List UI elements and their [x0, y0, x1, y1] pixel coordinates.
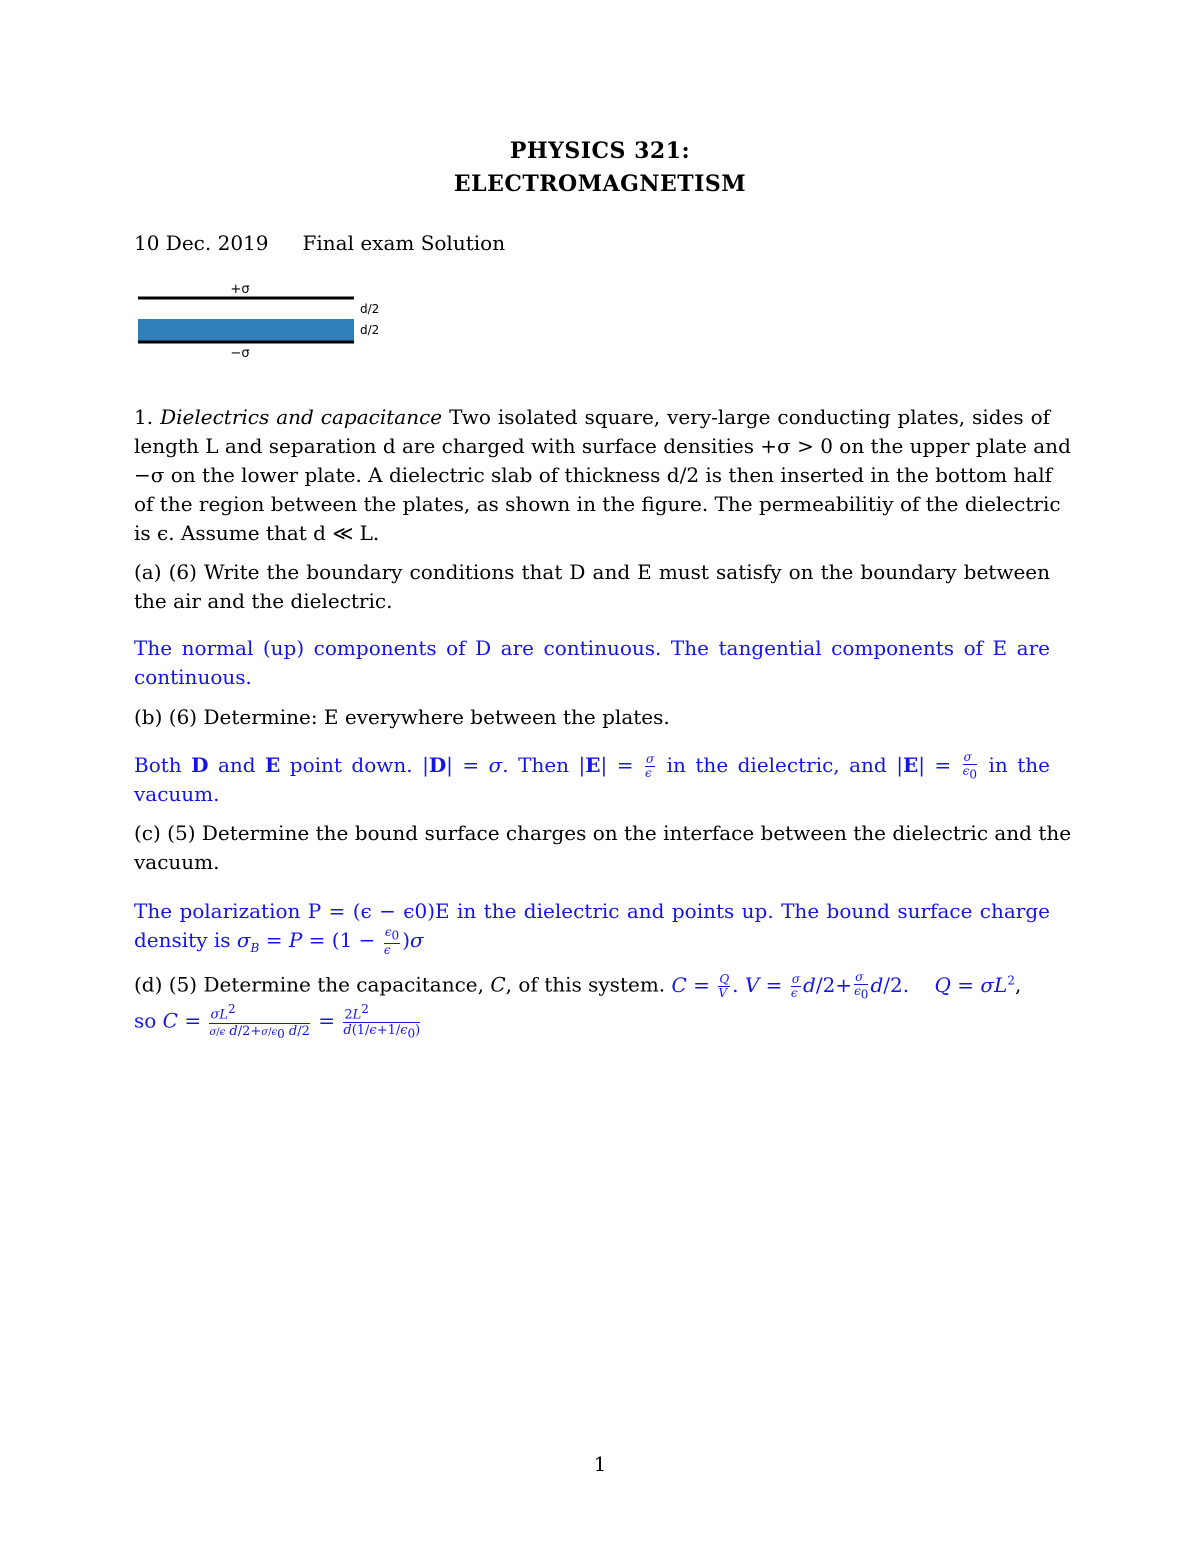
part-c-question-2: vacuum. [134, 850, 220, 874]
exam-date: 10 Dec. 2019 [134, 231, 269, 255]
problem-line-1: 1. Dielectrics and capacitance Two isolated square, very-large conducting plates, sides of [134, 405, 1051, 429]
bottom-plate-label: −σ [230, 346, 250, 361]
gap-label-bottom: d/2 [360, 323, 380, 337]
part-d-line-2: so C = $\frac{\sigma L^2}{\sigma/\epsilon d/2+\sigma/\epsilon_0 d/2}$ = $\frac{2L^2}{d(1/\epsilon+1/\epsilon_0)}$ [134, 1002, 421, 1041]
exam-type: Final exam Solution [302, 231, 506, 255]
part-c-question-1: (c) (5) Determine the bound surface charges on the interface between the dielectric and the [134, 821, 1072, 845]
part-a-question-2: the air and the dielectric. [134, 589, 393, 613]
part-b-question: (b) (6) Determine: E everywhere between the plates. [134, 705, 670, 729]
problem-line-4: of the region between the plates, as shown in the figure. The permeabilitiy of the dielectric [134, 492, 1061, 516]
part-b-solution-2: vacuum. [134, 782, 220, 806]
course-title: PHYSICS 321: [509, 138, 691, 164]
capacitor-figure [130, 276, 410, 366]
top-plate-label: +σ [230, 282, 250, 297]
part-a-solution-1: The normal (up) components of D are continuous. The tangential components of E are [134, 636, 1050, 660]
problem-line-2: length L and separation d are charged with surface densities +σ > 0 on the upper plate and [134, 434, 1071, 458]
problem-line-5: is ϵ. Assume that d ≪ L. [134, 521, 380, 545]
part-a-solution-2: continuous. [134, 665, 252, 689]
part-a-question-1: (a) (6) Write the boundary conditions that D and E must satisfy on the boundary between [134, 560, 1050, 584]
part-d-line-1: (d) (5) Determine the capacitance, C, of this system. C = $\frac{Q}{V}$ . V = $\frac{\sigma}{\epsilon}$ d/2+ $\frac{\sigma}{\epsilon_0}$ d/2. $Q = \sigma L^2$, [134, 969, 1022, 1002]
gap-label-top: d/2 [360, 302, 380, 316]
part-c-solution-1: The polarization P = (ϵ − ϵ0)E in the dielectric and points up. The bound surface charge [134, 899, 1050, 923]
part-b-solution-1: Both D and E point down. |D| = σ. Then |E| = $\frac{\sigma}{\epsilon}$ in the dielectric, and |E| = $\frac{\sigma}{\epsilon_0}$ in the [134, 750, 1051, 782]
page-number: 1 [593, 1452, 607, 1476]
part-c-solution-2: density is $\sigma_B = P = (1$ − $\frac{\epsilon_0}{\epsilon}$ )σ [134, 925, 424, 957]
problem-line-3: −σ on the lower plate. A dielectric slab of thickness d/2 is then inserted in the bottom half [134, 463, 1053, 487]
problem-heading: Dielectrics and capacitance [160, 405, 443, 429]
exam-info [134, 229, 1050, 257]
dielectric-slab [138, 319, 354, 341]
course-subtitle: ELECTROMAGNETISM [453, 171, 747, 197]
